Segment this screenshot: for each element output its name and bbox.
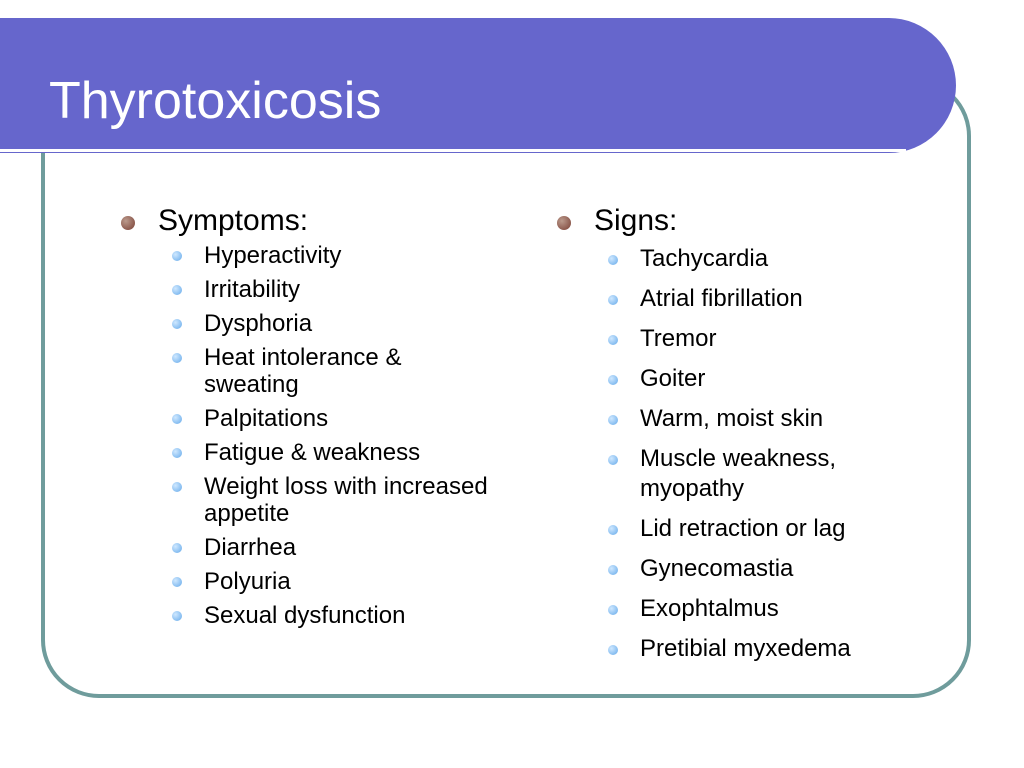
- list-item-text: Irritability: [204, 276, 301, 303]
- list-item: [556, 244, 926, 274]
- bullet-dot-icon: [121, 216, 135, 230]
- list-item-text: Pretibial myxedema: [640, 635, 851, 662]
- symptoms-heading: Symptoms:: [158, 204, 309, 237]
- bullet-dot-icon: [172, 448, 182, 458]
- bullet-dot-icon: [608, 605, 618, 615]
- symptoms-heading-row: [120, 202, 550, 240]
- bullet-dot-icon: [172, 319, 182, 329]
- list-item: [556, 404, 926, 434]
- list-item-text: Goiter: [640, 365, 706, 392]
- list-item-text: Dysphoria: [204, 310, 313, 337]
- signs-heading: Signs:: [594, 204, 678, 237]
- bullet-dot-icon: [172, 353, 182, 363]
- list-item: [556, 324, 926, 354]
- list-item-text: Gynecomastia: [640, 555, 794, 582]
- bullet-dot-icon: [172, 577, 182, 587]
- bullet-dot-icon: [172, 414, 182, 424]
- list-item: [556, 594, 926, 624]
- list-item: [556, 364, 926, 394]
- title-bar: [0, 18, 956, 153]
- bullet-dot-icon: [608, 525, 618, 535]
- list-item-text: Warm, moist skin: [640, 405, 824, 432]
- list-item-text: Atrial fibrillation: [640, 285, 803, 312]
- symptoms-column: [120, 202, 550, 636]
- slide-title: Thyrotoxicosis: [49, 72, 382, 130]
- list-item: [120, 276, 550, 303]
- bullet-dot-icon: [172, 611, 182, 621]
- bullet-dot-icon: [608, 565, 618, 575]
- list-item: [120, 405, 550, 432]
- title-underline: [0, 149, 906, 152]
- list-item-text: Polyuria: [204, 568, 291, 595]
- list-item-text: Palpitations: [204, 405, 329, 432]
- list-item-text: Muscle weakness, myopathy: [640, 445, 837, 502]
- bullet-dot-icon: [172, 285, 182, 295]
- list-item-text: Heat intolerance & sweating: [204, 344, 402, 398]
- list-item-text: Weight loss with increased appetite: [204, 473, 488, 527]
- signs-heading-row: [556, 202, 926, 240]
- list-item: [120, 473, 550, 527]
- list-item: [120, 602, 550, 629]
- bullet-dot-icon: [172, 482, 182, 492]
- bullet-dot-icon: [608, 375, 618, 385]
- signs-list: [556, 244, 926, 664]
- list-item: [120, 310, 550, 337]
- bullet-dot-icon: [557, 216, 571, 230]
- bullet-dot-icon: [608, 295, 618, 305]
- bullet-dot-icon: [608, 415, 618, 425]
- bullet-dot-icon: [608, 335, 618, 345]
- list-item-text: Tachycardia: [640, 245, 769, 272]
- list-item-text: Exophtalmus: [640, 595, 779, 622]
- list-item: [120, 242, 550, 269]
- list-item-text: Sexual dysfunction: [204, 602, 406, 629]
- list-item: [120, 344, 550, 398]
- bullet-dot-icon: [608, 255, 618, 265]
- bullet-dot-icon: [172, 543, 182, 553]
- list-item-text: Hyperactivity: [204, 242, 342, 269]
- signs-column: [556, 202, 926, 674]
- list-item: [120, 568, 550, 595]
- bullet-dot-icon: [608, 455, 618, 465]
- list-item: [556, 514, 926, 544]
- list-item-text: Lid retraction or lag: [640, 515, 846, 542]
- list-item: [120, 439, 550, 466]
- list-item-text: Fatigue & weakness: [204, 439, 421, 466]
- list-item: [556, 444, 926, 504]
- list-item-text: Diarrhea: [204, 534, 297, 561]
- list-item-text: Tremor: [640, 325, 717, 352]
- list-item: [556, 634, 926, 664]
- bullet-dot-icon: [608, 645, 618, 655]
- symptoms-list: [120, 242, 550, 629]
- bullet-dot-icon: [172, 251, 182, 261]
- list-item: [120, 534, 550, 561]
- list-item: [556, 284, 926, 314]
- list-item: [556, 554, 926, 584]
